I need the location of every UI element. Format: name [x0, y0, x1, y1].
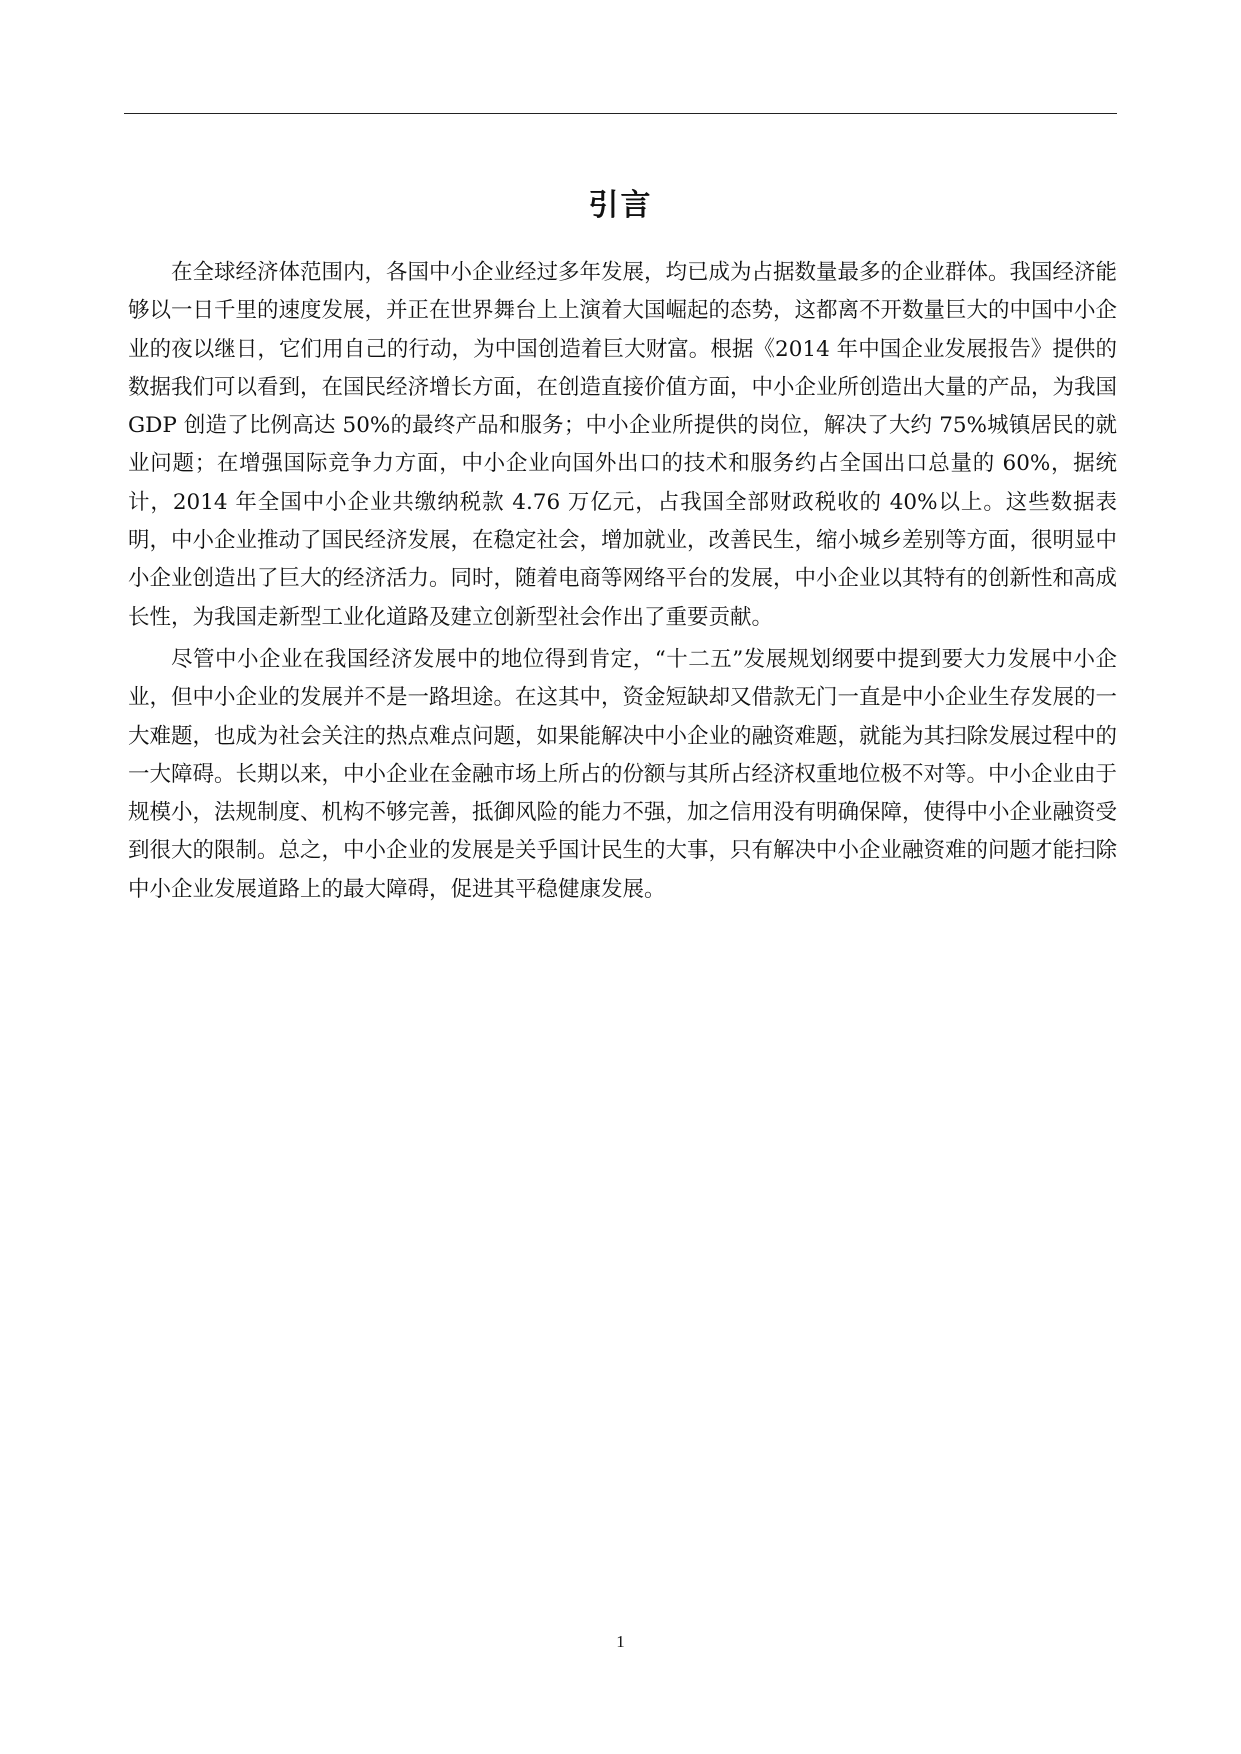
paragraph-1: 在全球经济体范围内，各国中小企业经过多年发展，均已成为占据数量最多的企业群体。我国经济能够以一日千里的速度发展，并正在世界舞台上上演着大国崛起的态势，这都离不开数量巨大的中国中小企业的夜以继日，它们用自己的行动，为中国创造着巨大财富。根据《2014 年中国企业发展报告》提供的数据我们可以看到，在国民经济增长方面，在创造直接价值方面，中小企业所创造出大量的产品，为我国 GDP 创造了比例高达 50%的最终产品和服务；中小企业所提供的岗位，解决了大约 75%城镇居民的就业问题；在增强国际竞争力方面，中小企业向国外出口的技术和服务约占全国出口总量的 60%，据统计，2014 年全国中小企业共缴纳税款 4.76 万亿元，占我国全部财政税收的 40%以上。这些数据表明，中小企业推动了国民经济发展，在稳定社会，增加就业，改善民生，缩小城乡差别等方面，很明显中小企业创造出了巨大的经济活力。同时，随着电商等网络平台的发展，中小企业以其特有的创新性和高成长性，为我国走新型工业化道路及建立创新型社会作出了重要贡献。 [128, 260, 1118, 630]
body-text [128, 254, 1117, 913]
page-number: 1 [616, 1632, 625, 1651]
page-title: 引言 [588, 188, 653, 223]
paragraph-2: 尽管中小企业在我国经济发展中的地位得到肯定，“十二五”发展规划纲要中提到要大力发展中小企业，但中小企业的发展并不是一路坦途。在这其中，资金短缺却又借款无门一直是中小企业生存发展的一大难题，也成为社会关注的热点难点问题，如果能解决中小企业的融资难题，就能为其扫除发展过程中的一大障碍。长期以来，中小企业在金融市场上所占的份额与其所占经济权重地位极不对等。中小企业由于规模小，法规制度、机构不够完善，抵御风险的能力不强，加之信用没有明确保障，使得中小企业融资受到很大的限制。总之，中小企业的发展是关乎国计民生的大事，只有解决中小企业融资难的问题才能扫除中小企业发展道路上的最大障碍，促进其平稳健康发展。 [128, 646, 1118, 902]
header-rule [124, 113, 1117, 114]
